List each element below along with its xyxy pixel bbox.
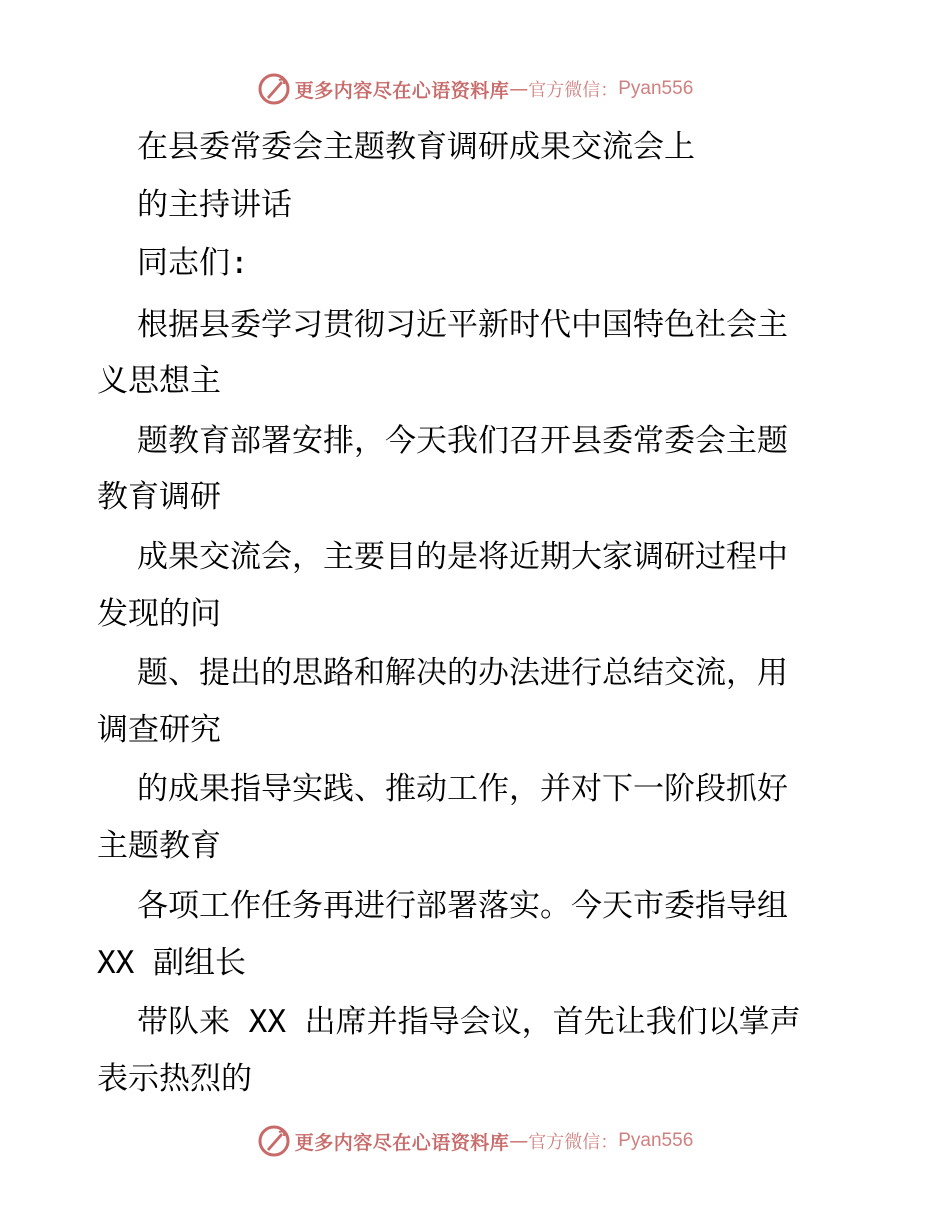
paragraph-line: 成果交流会，主要目的是将近期大家调研过程中 — [137, 539, 788, 575]
watermark-id: Pyan556 — [618, 78, 694, 99]
watermark-separator: — — [509, 1130, 529, 1152]
watermark-official: 官方微信： — [528, 1132, 619, 1153]
paragraph-line: 义思想主 — [97, 363, 221, 399]
paragraph-line: 题、提出的思路和解决的办法进行总结交流，用 — [137, 655, 788, 691]
paragraph-line: 带队来 XX 出席并指导会议，首先让我们以掌声 — [137, 1004, 801, 1040]
quill-logo-icon — [257, 1124, 291, 1158]
watermark-text: 更多内容尽在心语资料库 — [294, 79, 510, 102]
watermark-official: 官方微信： — [528, 80, 619, 101]
paragraph-line: 主题教育 — [97, 828, 221, 864]
paragraph-line: 的成果指导实践、推动工作，并对下一阶段抓好 — [137, 771, 788, 807]
title-line-2: 的主持讲话 — [137, 187, 292, 223]
paragraph-line: 表示热烈的 — [97, 1061, 252, 1097]
title-line-1: 在县委常委会主题教育调研成果交流会上 — [137, 129, 695, 165]
watermark-separator: — — [509, 78, 529, 100]
paragraph-line: 调查研究 — [97, 712, 221, 748]
watermark-id: Pyan556 — [618, 1130, 694, 1151]
paragraph-line: 各项工作任务再进行部署落实。今天市委指导组 — [137, 888, 788, 924]
paragraph-line: 发现的问 — [97, 596, 221, 632]
footer-watermark — [0, 1124, 950, 1158]
greeting: 同志们: — [137, 245, 249, 281]
paragraph-line: 题教育部署安排，今天我们召开县委常委会主题 — [137, 423, 788, 459]
header-watermark — [0, 72, 950, 106]
watermark-text: 更多内容尽在心语资料库 — [294, 1131, 510, 1154]
quill-logo-icon — [257, 72, 291, 106]
paragraph-line: 根据县委学习贯彻习近平新时代中国特色社会主 — [137, 307, 788, 343]
paragraph-line: XX 副组长 — [97, 945, 246, 981]
paragraph-line: 教育调研 — [97, 479, 221, 515]
